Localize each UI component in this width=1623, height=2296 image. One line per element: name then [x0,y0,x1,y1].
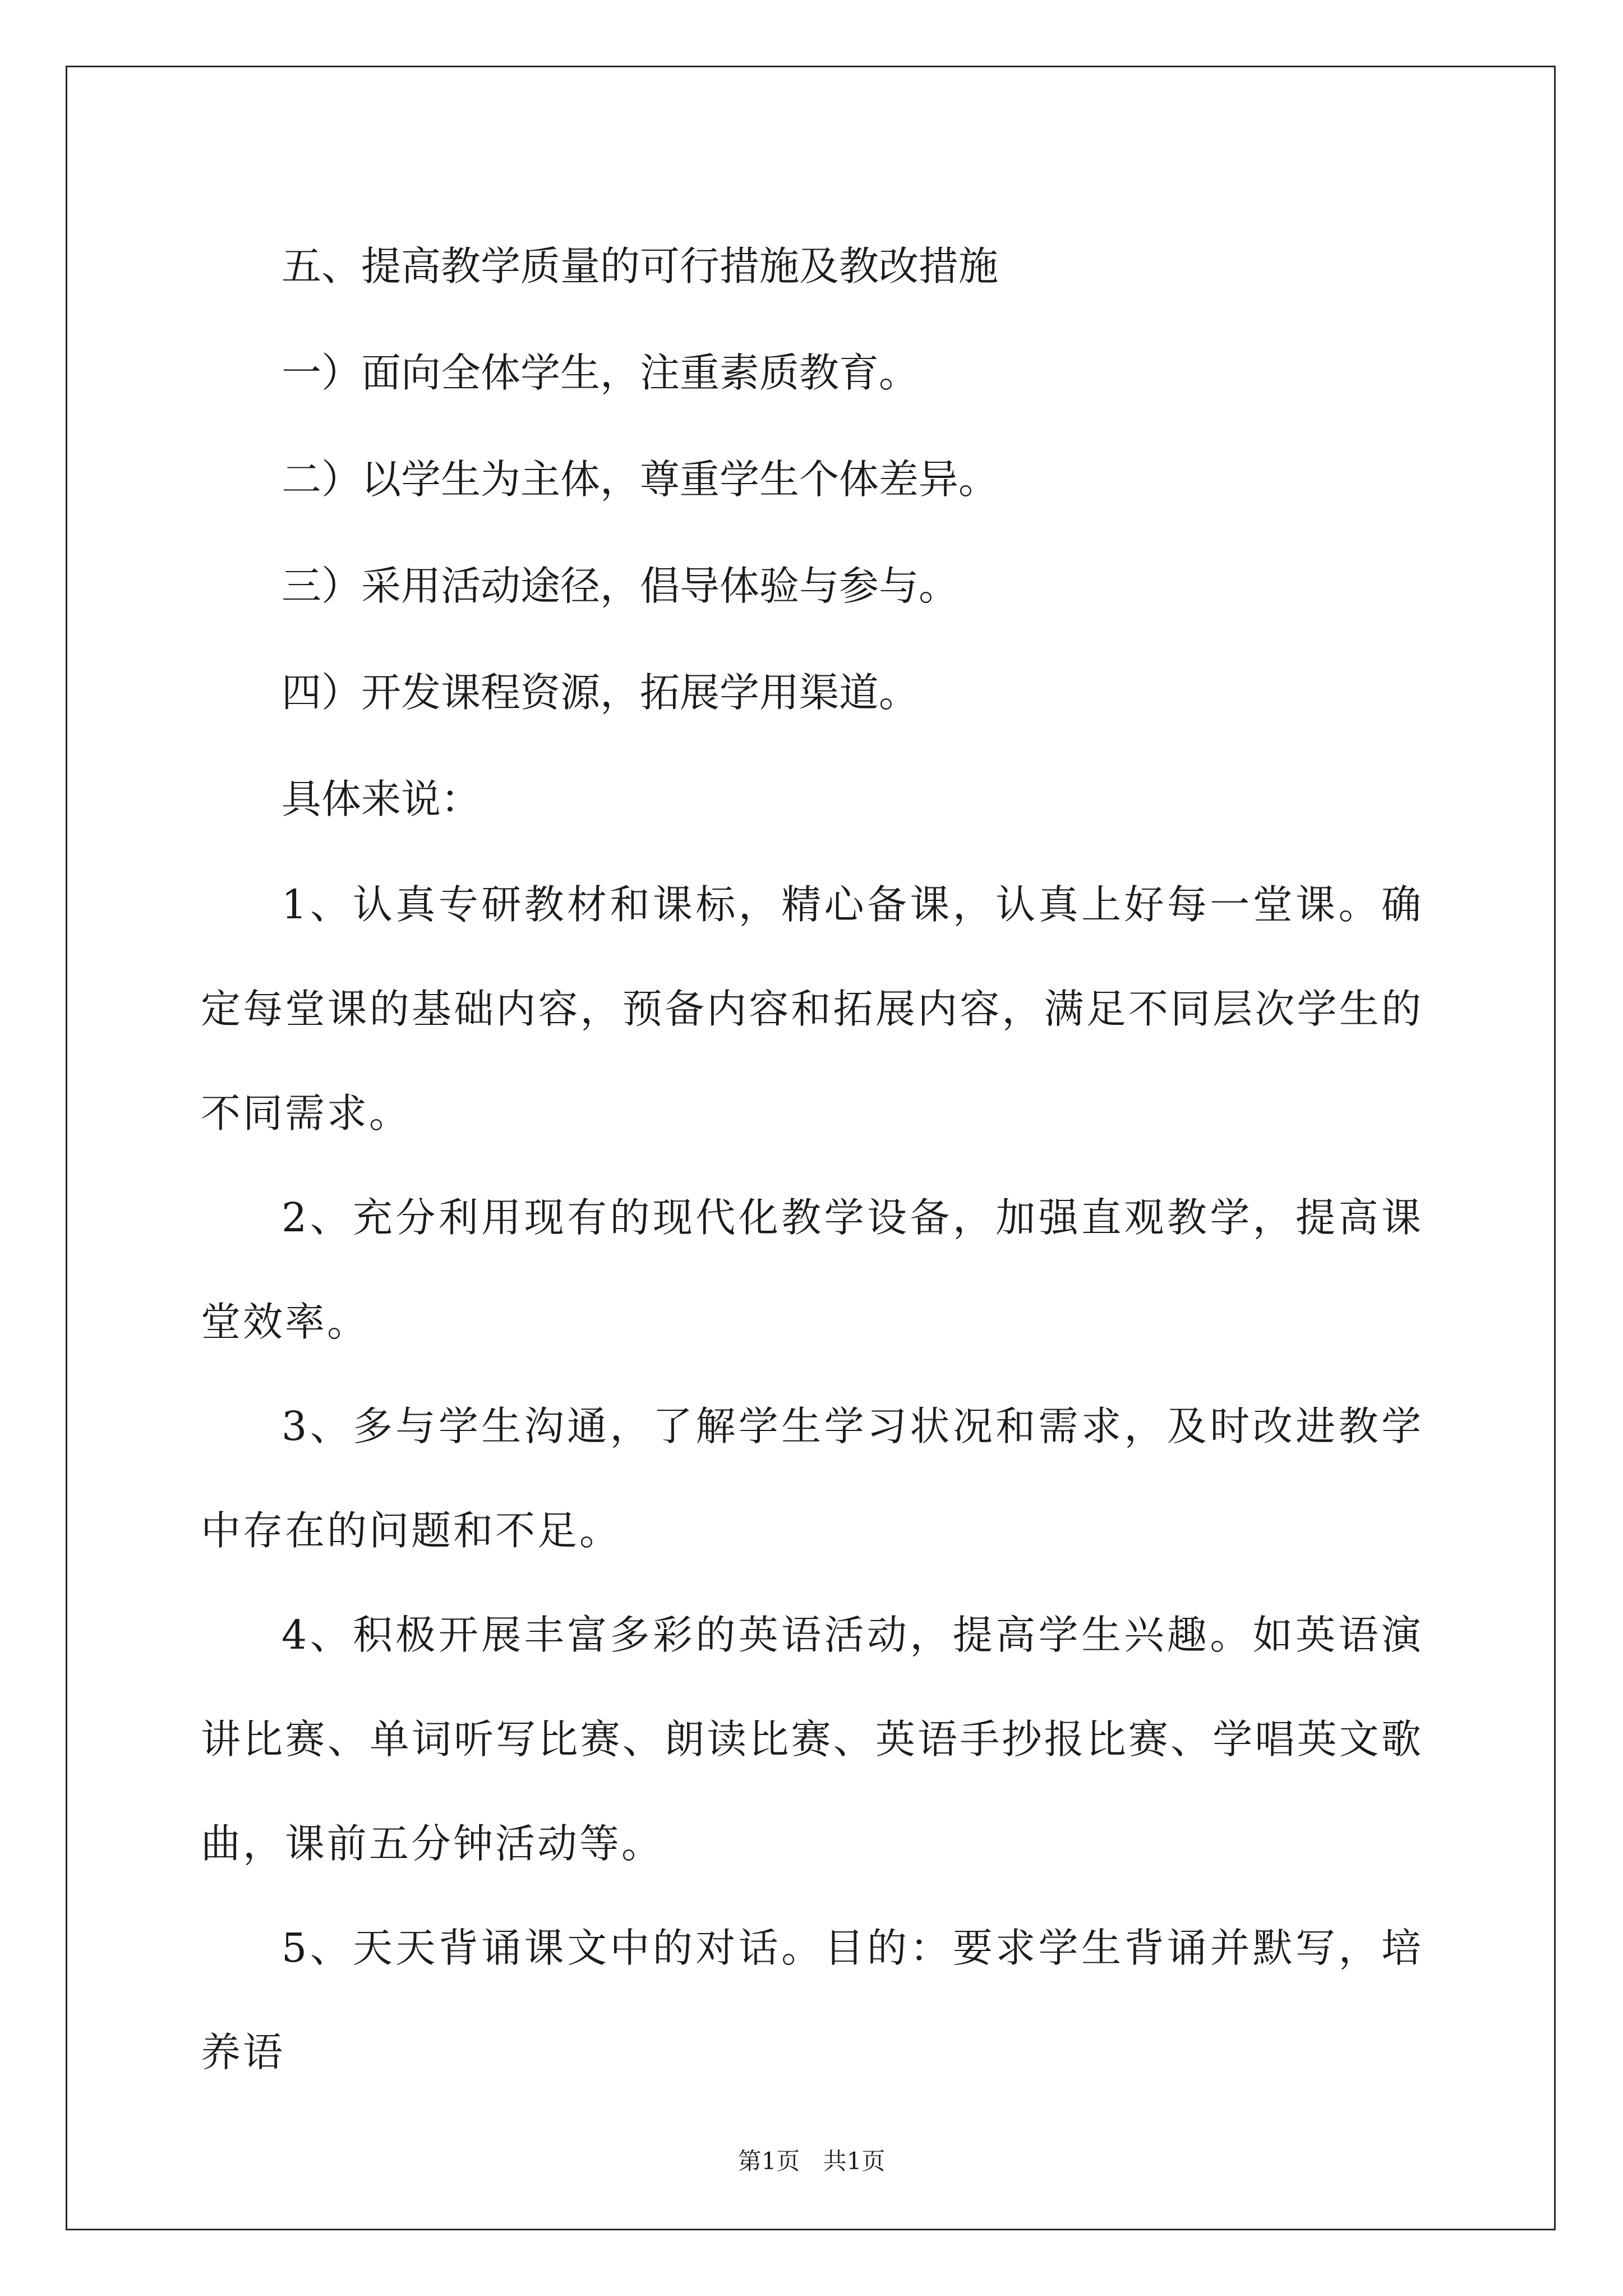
paragraph: 1、认真专研教材和课标，精心备课，认真上好每一堂课。确定每堂课的基础内容，预备内容和拓展内容，满足不同层次学生的不同需求。 [201,881,1423,1137]
paragraph: 3、多与学生沟通，了解学生学习状况和需求，及时改进教学中存在的问题和不足。 [201,1403,1423,1554]
page-total: 共1页 [823,2147,886,2175]
page-footer [0,2143,1623,2177]
list-item: 三）采用活动途径，倡导体验与参与。 [282,563,959,609]
document-body [201,213,1423,2105]
list-item: 二）以学生为主体，尊重学生个体差异。 [282,456,999,503]
list-item: 具体来说： [282,776,481,822]
paragraph: 4、积极开展丰富多彩的英语活动，提高学生兴趣。如英语演讲比赛、单词听写比赛、朗读比赛、英语手抄报比赛、学唱英文歌曲，课前五分钟活动等。 [201,1612,1423,1867]
list-item: 四）开发课程资源，拓展学用渠道。 [282,669,919,716]
list-item: 一）面向全体学生，注重素质教育。 [282,349,919,396]
page-number: 第1页 [737,2147,800,2175]
paragraph: 5、天天背诵课文中的对话。目的：要求学生背诵并默写，培养语 [201,1925,1423,2076]
paragraph: 2、充分利用现有的现代化教学设备，加强直观教学，提高课堂效率。 [201,1194,1423,1345]
section-heading: 五、提高教学质量的可行措施及教改措施 [282,243,999,289]
